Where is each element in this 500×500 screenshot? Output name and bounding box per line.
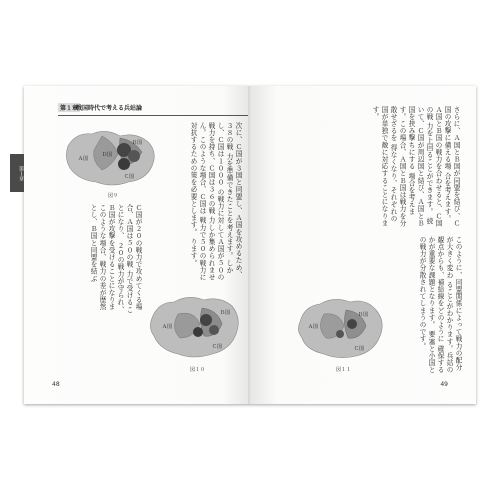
left-col-5: 戦力で５０の戦力に対抗するための策を必要とします。 [189,122,206,281]
map-bottom-label-a: Ａ国 [162,324,173,330]
right-col-5: 場合を考えます。この場合、Ａ国とＢ国は戦力を分散せざるを [389,106,415,227]
left-col-1: 次に、Ｃ国が３国と同盟し、Ａ国を攻めるため、３８の戦 [225,122,242,279]
left-col-2: 力を準備できたことを考えます。しかし、Ｃ国は１０００ [216,122,233,274]
left-col-4: 力しか集められません。このような場合、Ｃ国は [198,122,215,281]
left-col-3: の戦力に対してＡ国が５０の戦力を持ち、Ｃ国は３６の戦 [207,122,224,281]
figure-right-caption: 図１１ [336,367,352,373]
right-col-6: 得なくなり、それぞれの国が単独で敵に対応することになります。 [371,106,397,227]
figure-bottom-caption: 図１０ [190,367,206,373]
right-lower-text [390,236,462,376]
left-col-9: ２０の戦力が守られ、Ｂ国が攻撃を受けることになりま [107,204,124,314]
left-col-6: ります。 [189,238,197,267]
figure-right [296,294,386,362]
figure-top-caption: 図９ [108,193,119,199]
left-page [18,86,250,404]
chapter-tab: 第１章 [10,154,24,192]
left-col-8: 力で受けることになり、 [116,204,133,314]
map-bottom [148,292,244,362]
map-top-label-c: Ｃ国 [124,174,135,180]
right-col-2: 合を考えます。Ａ国とＢ国の戦力を合わせると、Ｃ国の戦 [425,106,451,227]
map-top [62,126,162,190]
right-col-9: 確保するかが重要な課題となります。 [427,236,444,374]
map-top-label-b: Ｂ国 [132,140,143,146]
right-page [250,86,476,404]
chapter-title: 戦国時代で考える兵站論 [76,105,143,112]
map-right-label-b: Ｂ国 [358,312,369,318]
left-upper-text [154,122,242,282]
map-top-label-d: Ｄ国 [102,152,113,158]
map-right-label-a: Ａ国 [308,324,319,330]
left-col-10: このような場合、戦力の差が歴然とし、Ｂ国と同盟を結ぶ [89,204,106,311]
book-spread [18,86,476,404]
map-top-label-a: Ａ国 [78,156,89,162]
figure-bottom [148,292,244,362]
chapter-header [58,105,248,116]
right-upper-text [270,106,460,228]
right-page-number: 49 [440,381,448,388]
left-col-7: Ｃ国が２０の戦力で攻めてくる場合、Ａ国は５０の戦 [125,204,142,311]
right-col-7: このように、同盟関係によって戦力の配分が大きく変わ [445,236,462,371]
map-right [296,294,386,362]
right-col-3: 力を上回ることができます。 [425,122,433,216]
left-lower-text [58,204,142,314]
right-col-1: さらに、Ａ国とＢ国が同盟を結び、Ｃ国の攻撃に備える場 [443,106,460,227]
right-col-4: 続いて、Ｃ国が周辺国と結び、Ａ国とＢ国を挟み撃ちにする [407,106,433,227]
right-col-10: 要塞と小国との戦力が分散されてしまうのです。 [418,236,435,374]
map-bottom-label-c: Ｃ国 [212,344,223,350]
map-bottom-label-b: Ｂ国 [220,310,231,316]
right-col-8: ることがわかります。兵站の観点からも、補給線をどのように [436,236,453,374]
map-right-label-c: Ｃ国 [354,346,365,352]
figure-top [62,126,162,190]
left-page-number: 48 [52,381,60,388]
chapter-number: 第１章 [60,105,79,112]
